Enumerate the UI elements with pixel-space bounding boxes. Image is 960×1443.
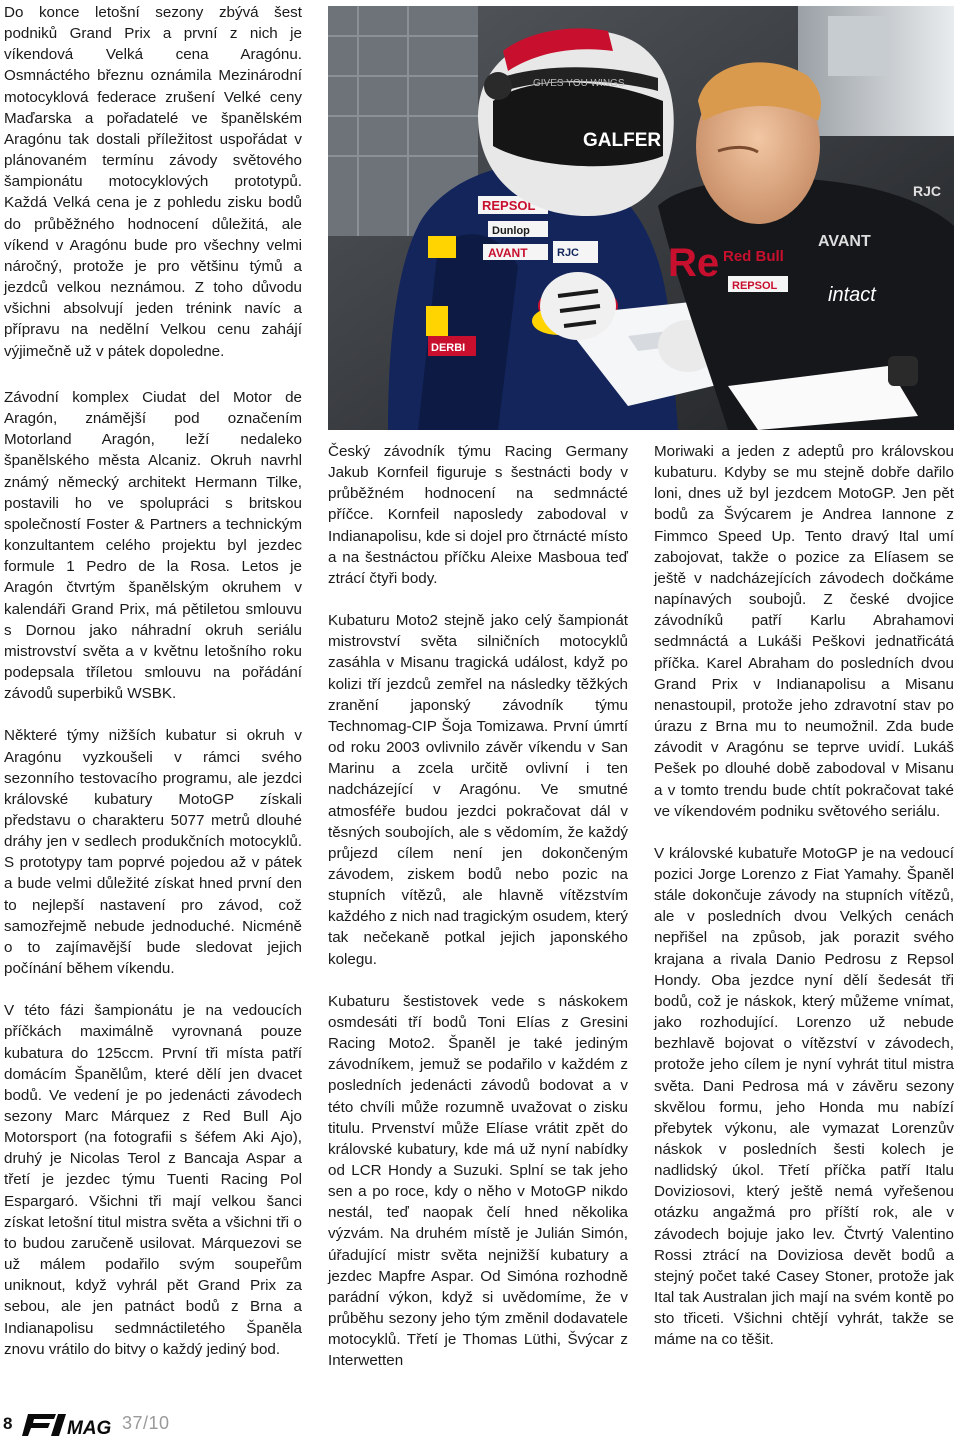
- paragraph: Některé týmy nižších kubatur si okruh v Aragónu vyzkoušeli v rámci svého sezonního testovacího programu, ale jezdci královské kubatury MotoGP získali představu o charakteru 5077 metrů dlouhé dráhy jen v sedlech produkčních motocyklů. S prototypy tam poprvé pojedou až v pátek a bude velmi důležité získat hned první den to nejlepší nastavení pro závod, což samozřejmě nebude jednoduché. Nicméně o to zajímavější bude sledovat jejich počínání během víkendu.: [4, 727, 302, 978]
- paragraph: V této fázi šampionátu je na vedoucích příčkách maximálně vyrovnaná pouze kubatura do 125ccm. První tři místa patří domácím Španělům, které dělí jen dvacet bodů. Ve vedení je po jedenácti závodech sezony Marc Márquez z Red Bull Ajo Motorsport (na fotografii s šéfem Aki Ajo), druhý je Nicolas Terol z Bancaja Aspar a třetí je jezdec týmu Tuenti Racing Pol Espargaró. Všichni tři mají velkou šanci získat letošní titul mistra světa a všichni tři o to budou zaručeně usilovat. Márquezovi se už málem podařilo svým soupeřům uniknout, když vyhrál pět Grand Prix za sebou, ale jen patnáct bodů z Brna a Indianapolisu sedmnáctiletého Španěla znovu vrátilo do bitvy o každý jediný bod.: [4, 1002, 302, 1358]
- logo-text: MAG: [67, 1418, 112, 1438]
- article-column-right: [654, 441, 954, 1372]
- shirt-logo: RJC: [913, 183, 942, 199]
- shirt-logo: intact: [828, 284, 876, 306]
- suit-logo: DERBI: [431, 342, 466, 354]
- suit-logo: RJC: [557, 247, 580, 259]
- f1mag-logo: [22, 1410, 114, 1443]
- paragraph: Do konce letošní sezony zbývá šest podniků Grand Prix a první z nich je víkendová Velká cena Aragónu. Osmnáctého březnu oznámila Mezinárodní motocyklová federace zrušení Velké ceny Maďarska a pořadatelé ve španělském Aragónu tak dostali příležitost uspořádat v plánovaném termínu závody světového šampionátu motocyklových prototypů. Každá Velká cena je z pohledu zisku bodů do průběžného hodnocení důležitá, ale víkend v Aragónu bude pro všechny velmi náročný, protože je pro většinu týmů a jezdců velkou neznámou. Z toho důvodu všichni absolvují jeden trénink navíc a přípravu na nedělní Velkou cenu zahájí výjimečně už v pátek dopoledne.: [4, 4, 302, 360]
- paragraph: V královské kubatuře MotoGP je na vedoucí pozici Jorge Lorenzo z Fiat Yamahy. Španěl stále dokončuje závody na stupních vítězů, ale v posledních dvou Velkých cenách nepřišel na způsob, jak porazit svého krajana a rivala Danio Pedrosu z Repsol Hondy. Oba jezdce nyní dělí šedesát tři bodů, což je náskok, který můžeme vnímat, jako rozhodující. Lorenzo už nebude bezhlavě bojovat o vítězství v závodech, protože jeho cílem je nyní vyhrát titul mistra světa. Dani Pedrosa má v závěru sezony skvělou formu, jeho Honda mu nabízí přebytek výkonu, ale vymazat Lorenzův náskok v posledních šesti kolech je nadlidský úkol. Třetí příčka patří Italu Doviziosovi, který ještě nemá vyřešenou otázku angažmá pro příští rok, ale v závodech bojuje jako lev. Čtvrtý Valentino Rossi ztrácí na Doviziosa devět bodů a stejný počet také Casey Stoner, protože jak Ital tak Australan jich mají na svém kontě po sto třiceti. Všichni chtějí vyhrát, takže se máme na co těšit.: [654, 844, 954, 1349]
- suit-logo: REPSOL: [482, 198, 536, 213]
- paragraph: Český závodník týmu Racing Germany Jakub Kornfeil figuruje s šestnácti body v průběžném hodnocení na sedmnácté příčce. Kornfeil naposledy zabodoval v Indianapolisu, kde si dojel pro čtrnácté místo a na šestnáctou příčku Aleixe Masboua teď ztrácí čtyři body.: [328, 443, 628, 587]
- paragraph: Závodní komplex Ciudat del Motor de Aragón, známější pod označením Motorland Aragón, leží nedaleko španělského města Alcaniz. Okruh navrhl známý německý architekt Hermann Tilke, postavili ho ve spolupráci s britskou společností Foster & Partners a technickým konzultantem celého projektu byl jezdec formule 1 Pedro de la Rosa. Letos je Aragón čtvrtým španělským okruhem v kalendáři Grand Prix, má pětiletou smlouvu s Dornou jako náhradní okruh seriálu mistrovství světa a v květnu letošního roku podepsala tříletou smlouvu na pořádání závodů superbiků WSBK.: [4, 389, 302, 703]
- page-footer: [0, 1408, 960, 1442]
- logo-graphic: [22, 1410, 114, 1438]
- shirt-logo: AVANT: [818, 233, 871, 250]
- paragraph: Moriwaki a jeden z adeptů pro královskou kubaturu. Kdyby se mu stejně dobře dařilo loni, dnes už byl jezdcem MotoGP. Jen pět bodů za Švýcarem je Andrea Iannone z Fimmco Speed Up. Tento dravý Ital umí zabojovat, takže o pozice za Elíasem se ještě v nadcházejících závodech dočkáme napínavých soubojů. Z české dvojice závodníků patří Karlu Abrahamovi sedmnáctá a Lukáši Peškovi jednatřicátá příčka. Karel Abraham do posledních dvou Grand Prix v Indianapolisu a Misanu nenastoupil, protože jeho zdravotní stav po úrazu z Brna mu to neumožnil. Zda bude závodit v Aragónu se teprve uvidí. Lukáš Pešek po dlouhé době zabodoval v Misanu a v tomto trendu bude chtít pokračovat také ve víkendovém podniku světového seriálu.: [654, 443, 954, 820]
- suit-logo: Dunlop: [492, 225, 530, 237]
- visor-text: GIVES YOU WINGS: [533, 78, 625, 89]
- shirt-logo: REPSOL: [732, 280, 778, 292]
- shirt-logo: Red Bull: [723, 248, 784, 265]
- paragraph: Kubaturu šestistovek vede s náskokem osmdesáti tří bodů Toni Elías z Gresini Racing Moto2. Španěl je také jediným závodníkem, jemuž se podařilo v každém z posledních jedenácti závodů bodovat a v této chvíli může rozumně uvažovat o zisku titulu. Prvenství může Elíase vrátit zpět do královské kubatury, kde má už nyní nabídky od LCR Hondy a Suzuki. Splní se tak jeho sen a po roce, kdy o něho v MotoGP nikdo nestál, teď naopak čelí hned několika výzvám. Na druhém místě je Julián Simón, úřadující mistr světa nejnižší kubatury a jezdec Mapfre Aspar. Od Simóna rozhodně parádní výkon, když si uvědomíme, že v průběhu sezony jeho tým změnil dodavatele motocyklů. Třetí je Thomas Lüthi, Švýcar z Interwetten: [328, 992, 628, 1370]
- photo-illustration: [328, 6, 954, 430]
- issue-number: 37/10: [122, 1413, 170, 1433]
- paragraph: Kubaturu Moto2 stejně jako celý šampionát mistrovství světa silničních motocyklů zasáhla v Misanu tragická událost, když po kolizi tří jezdců zemřel na následky těžkých zranění japonský závodník týmu Technomag-CIP Šoja Tomizawa. První úmrtí od roku 2003 ovlivnilo závěr víkendu v San Marinu a zcela určitě ovlivní i ten nadcházející v Aragónu. Ve smutné atmosféře budou jezdci pokračovat dál v těsných soubojích, ale s vědomím, že každý průjezd cílem není jen dokončeným závodem, ziskem bodů nebo pozic na stupních vítězů, ale hlavně vítězstvím každého z nich nad tragickým osudem, který tak nečekaně potkal jejich japonského kolegu.: [328, 612, 628, 968]
- article-column-left: [4, 387, 302, 1381]
- suit-logo: AVANT: [488, 246, 528, 260]
- shirt-big-text: Re: [668, 241, 720, 285]
- page-number: 8: [3, 1414, 13, 1433]
- article-column-middle: [328, 441, 628, 1393]
- helmet-logo: GALFER: [583, 130, 662, 151]
- article-column-left-top: [4, 2, 302, 383]
- article-photo: [328, 6, 954, 430]
